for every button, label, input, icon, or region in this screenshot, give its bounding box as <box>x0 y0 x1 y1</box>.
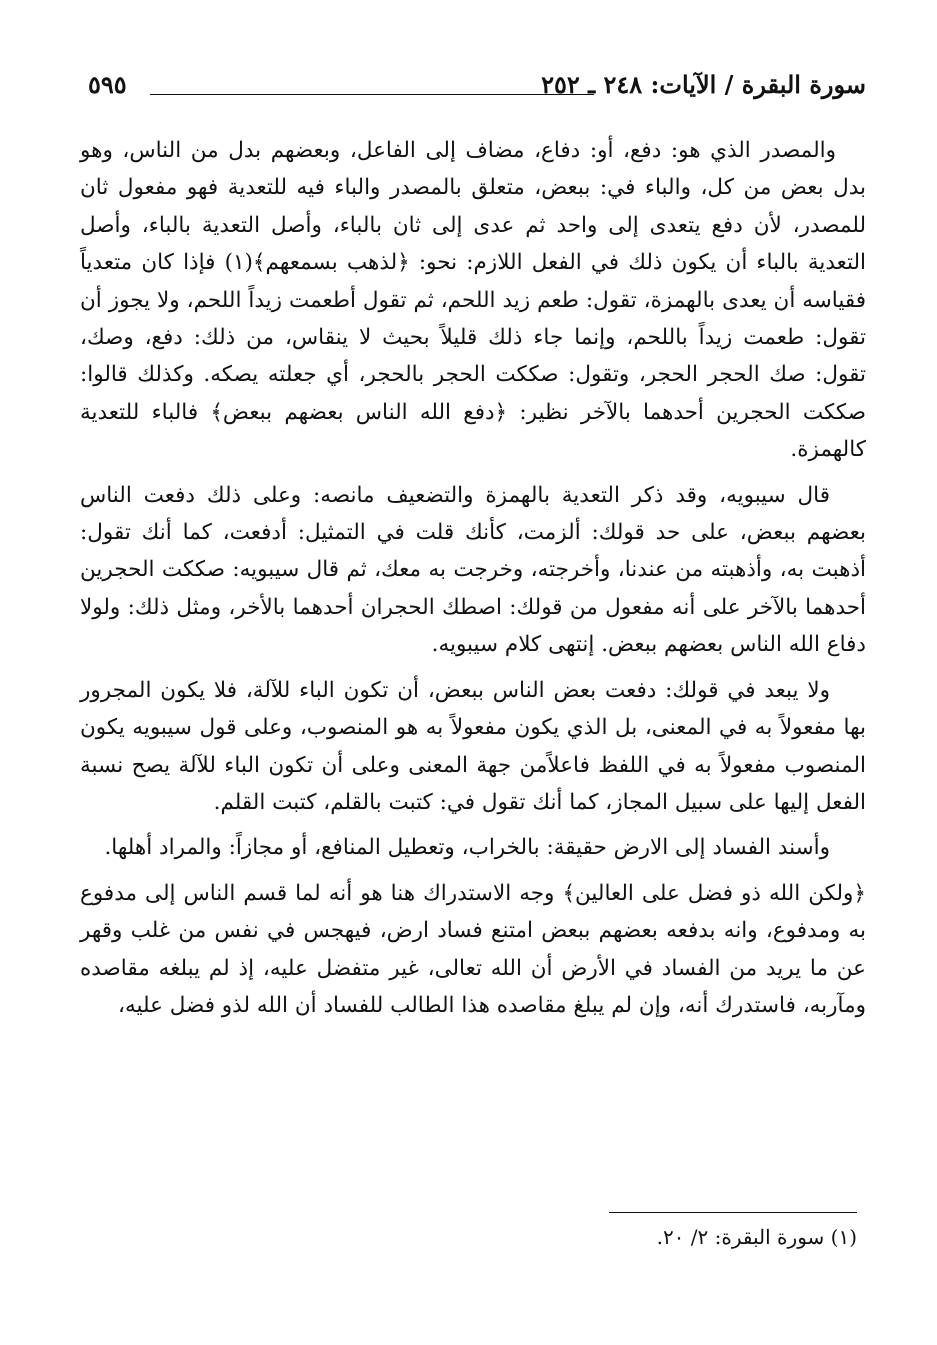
paragraph: والمصدر الذي هو: دفع، أو: دفاع، مضاف إلى الفاعل، وبعضهم بدل من الناس، وهو بدل بعض من كل، والباء في: ببعض، متعلق بالمصدر والباء فيه للتعدية فهو مفعول ثان للمصدر، لأن دفع يتعدى إلى واحد ثم عدى إلى ثان بالباء، وأصل التعدية بالباء، وأصل التعدية بالباء أن يكون ذلك في الفعل اللازم: نحو: ﴿لذهب بسمعهم﴾(١) فإذا كان متعدياً فقياسه أن يعدى بالهمزة، تقول: طعم زيد اللحم، ثم تقول أطعمت زيداً اللحم، ولا يجوز أن تقول: طعمت زيداً باللحم، وإنما جاء ذلك قليلاً بحيث لا ينقاس، من ذلك: دفع، وصك، تقول: صك الحجر الحجر، وتقول: صككت الحجر بالحجر، أي جعلته يصكه. وكذلك قالوا: صككت الحجرين أحدهما بالآخر نظير: ﴿دفع الله الناس بعضهم ببعض﴾ فالباء للتعدية كالهمزة. <box>80 138 866 463</box>
page-number: ٥٩٥ <box>88 70 127 99</box>
footnote-rule <box>609 1212 857 1213</box>
header-title: سورة البقرة / الآيات: ٢٤٨ ـ ٢٥٢ <box>541 70 866 99</box>
paragraph: ﴿ولكن الله ذو فضل على العالين﴾ وجه الاستدراك هنا هو أنه لما قسم الناس إلى مدفوع به ومدفوع، وانه بدفعه بعضهم ببعض امتنع فساد ارض، فيهجس في نفس من غلب وقهر عن ما يريد من الفساد في الأرض أن الله تعالى، غير متفضل عليه، إذ لم يبلغه مقاصده ومآربه، فاستدرك أنه، وإن لم يبلغ مقاصده هذا الطالب للفساد أن الله لذو فضل عليه، <box>80 880 866 1018</box>
running-header <box>88 70 866 110</box>
paragraph: وأسند الفساد إلى الارض حقيقة: بالخراب، وتعطيل المنافع، أو مجازاً: والمراد أهلها. <box>104 835 830 861</box>
main-text <box>80 132 866 1032</box>
paragraph: قال سيبويه، وقد ذكر التعدية بالهمزة والتضعيف مانصه: وعلى ذلك دفعت الناس بعضهم ببعض، على حد قولك: ألزمت، كأنك قلت في التمثيل: أدفعت، كما أنك تقول: أذهبت به، وأذهبته من عندنا، وأخرجته، وخرجت به معك، ثم قال سيبويه: صككت الحجرين أحدهما بالآخر على أنه مفعول من قولك: اصطك الحجران أحدهما بالأخر، ومثل ذلك: ولولا دفاع الله الناس بعضهم ببعض. إنتهى كلام سيبويه. <box>80 482 866 658</box>
footnote: (١) سورة البقرة: ٢/ ٢٠. <box>656 1225 857 1249</box>
header-rule <box>150 94 594 95</box>
paragraph: ولا يبعد في قولك: دفعت بعض الناس ببعض، أن تكون الباء للآلة، فلا يكون المجرور بها مفعولاً به في المعنى، بل الذي يكون مفعولاً به هو المنصوب، وعلى قول سيبويه يكون المنصوب مفعولاً به في اللفظ فاعلاًمن جهة المعنى وعلى أن تكون الباء للآلة يصح نسبة الفعل إليها على سبيل المجاز، كما أنك تقول في: كتبت بالقلم، كتبت القلم. <box>80 677 866 815</box>
